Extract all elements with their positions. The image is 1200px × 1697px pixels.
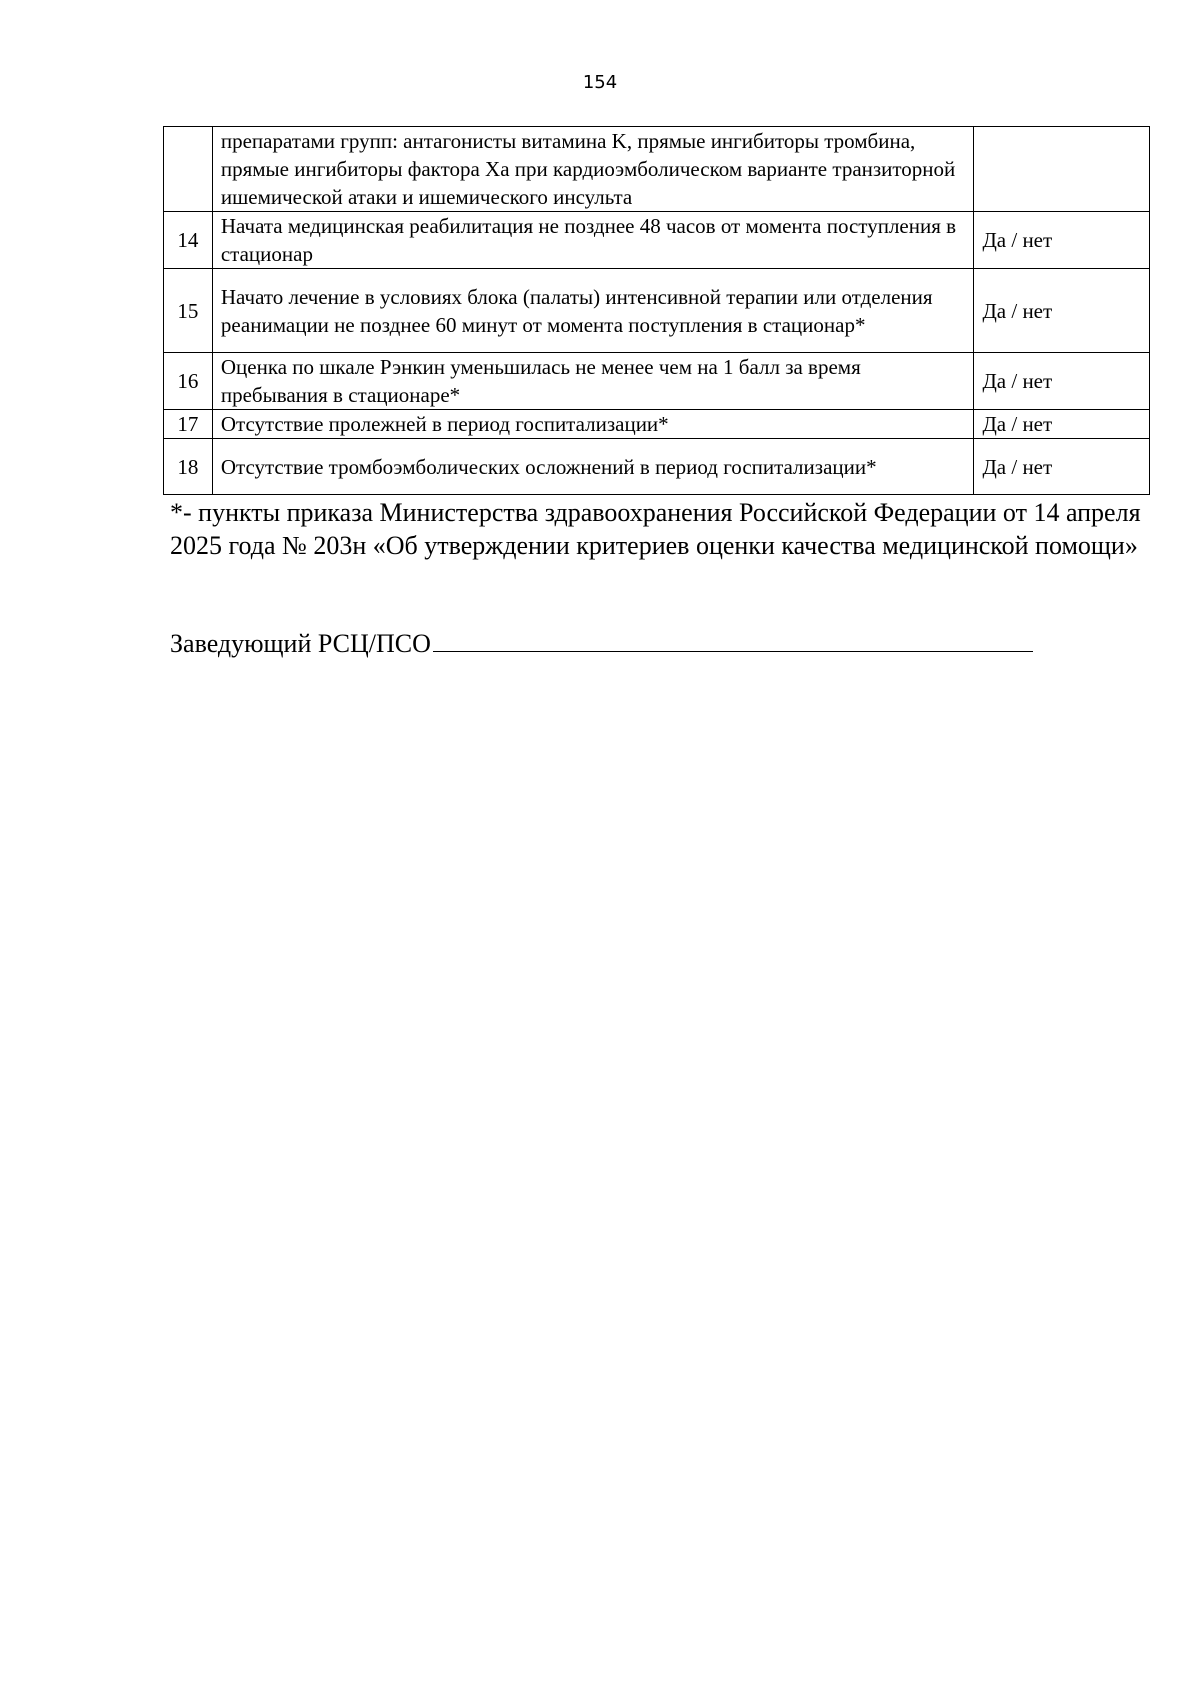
- table-row: [164, 410, 1150, 439]
- table-row: [164, 269, 1150, 353]
- signature-line: [433, 625, 1033, 652]
- row-number-cell: 17: [164, 410, 213, 439]
- row-text-cell: Начато лечение в условиях блока (палаты) интенсивной терапии или отделения реанимации не позднее 60 минут от момента поступления в стационар*: [212, 269, 974, 353]
- table-row: [164, 439, 1150, 495]
- table-row: [164, 127, 1150, 212]
- row-text-cell: Оценка по шкале Рэнкин уменьшилась не менее чем на 1 балл за время пребывания в стационаре*: [212, 353, 974, 410]
- row-text-cell: препаратами групп: антагонисты витамина K, прямые ингибиторы тромбина, прямые ингибиторы фактора Xa при кардиоэмболическом варианте транзиторной ишемической атаки и ишемического инсульта: [212, 127, 974, 212]
- row-answer-cell: Да / нет: [974, 410, 1150, 439]
- row-number-cell: 18: [164, 439, 213, 495]
- page-number: 154: [582, 72, 618, 93]
- criteria-table: [163, 126, 1150, 495]
- table-row: [164, 212, 1150, 269]
- footnote: *- пункты приказа Министерства здравоохранения Российской Федерации от 14 апреля 2025 года № 203н «Об утверждении критериев оценки качества медицинской помощи»: [170, 498, 1141, 560]
- table-row: [164, 353, 1150, 410]
- row-text-cell: Начата медицинская реабилитация не позднее 48 часов от момента поступления в стационар: [212, 212, 974, 269]
- row-number-cell: [164, 127, 213, 212]
- row-answer-cell: Да / нет: [974, 269, 1150, 353]
- row-answer-cell: [974, 127, 1150, 212]
- row-answer-cell: Да / нет: [974, 212, 1150, 269]
- signature-label: Заведующий РСЦ/ПСО: [170, 629, 431, 658]
- row-text-cell: Отсутствие пролежней в период госпитализации*: [212, 410, 974, 439]
- row-text-cell: Отсутствие тромбоэмболических осложнений в период госпитализации*: [212, 439, 974, 495]
- row-number-cell: 15: [164, 269, 213, 353]
- row-answer-cell: Да / нет: [974, 353, 1150, 410]
- row-number-cell: 16: [164, 353, 213, 410]
- row-answer-cell: Да / нет: [974, 439, 1150, 495]
- row-number-cell: 14: [164, 212, 213, 269]
- signature-block: [170, 625, 1070, 660]
